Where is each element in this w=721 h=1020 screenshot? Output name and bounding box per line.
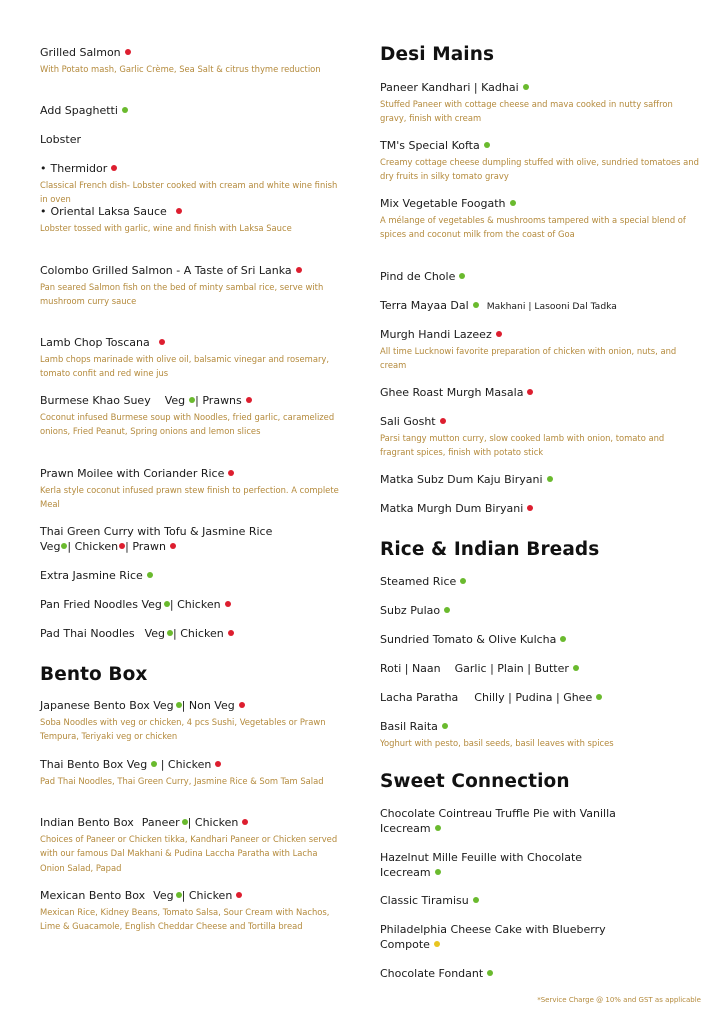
option-paneer: Paneer: [141, 816, 180, 829]
menu-item-roti-naan: [380, 662, 700, 677]
item-name: Extra Jasmine Rice: [40, 569, 143, 582]
veg-dot-icon: [164, 601, 170, 607]
item-name: Japanese Bento Box: [40, 699, 150, 712]
option-veg: Veg: [40, 539, 61, 553]
item-name: Steamed Rice: [380, 575, 457, 588]
menu-item-thai-green-curry: [40, 525, 340, 554]
separator: |: [195, 394, 199, 407]
menu-item-pad-thai-noodles: [40, 627, 340, 642]
menu-item-murgh-handi: [380, 328, 700, 373]
non-veg-dot-icon: [215, 761, 221, 767]
menu-item-mille-feuille: [380, 851, 700, 880]
menu-item-paneer-kandhari: [380, 81, 700, 126]
item-name: Sundried Tomato & Olive Kulcha: [380, 633, 557, 646]
item-description: Classical French dish- Lobster cooked with cream and white wine finish in oven: [40, 179, 338, 204]
menu-item-kulcha: [380, 633, 700, 648]
item-name: Basil Raita: [380, 720, 438, 733]
option-chicken: Chicken: [177, 598, 221, 611]
item-name: TM's Special Kofta: [380, 139, 480, 152]
option-veg: Veg: [144, 627, 165, 640]
separator: |: [160, 758, 165, 771]
non-veg-dot-icon: [111, 165, 117, 171]
veg-dot-icon: [547, 476, 553, 482]
option-veg: Veg: [153, 699, 174, 712]
non-veg-dot-icon: [170, 543, 176, 549]
non-veg-dot-icon: [527, 389, 533, 395]
veg-dot-icon: [473, 897, 479, 903]
service-charge-note: *Service Charge @ 10% and GST as applicable: [537, 996, 701, 1004]
item-description: Parsi tangy mutton curry, slow cooked lamb with onion, tomato and fragrant spices, finish with potato stick: [380, 432, 665, 457]
veg-dot-icon: [182, 819, 188, 825]
item-name: Mix Vegetable Foogath: [380, 197, 506, 210]
non-veg-dot-icon: [159, 339, 165, 345]
item-name: Matka Subz Dum Kaju Biryani: [380, 473, 543, 486]
item-name: Lobster: [40, 133, 81, 146]
item-description: Coconut infused Burmese soup with Noodles, fried garlic, caramelized onions, Fried Peanut, Spring onions and lemon slices: [40, 411, 335, 436]
menu-item-pan-fried-noodles: [40, 598, 340, 613]
item-name: Matka Murgh Dum Biryani: [380, 502, 524, 515]
separator: |: [187, 816, 192, 829]
item-description: Mexican Rice, Kidney Beans, Tomato Salsa, Sour Cream with Nachos, Lime & Guacamole, English Cheddar Cheese and Tortilla bread: [40, 906, 330, 931]
item-description: Kerla style coconut infused prawn stew finish to perfection. A complete Meal: [40, 484, 339, 509]
menu-item-lobster: [40, 133, 340, 148]
option-chicken: Chicken: [194, 816, 239, 829]
veg-dot-icon: [151, 761, 157, 767]
non-veg-dot-icon: [176, 208, 182, 214]
item-name: Thai Green Curry with Tofu & Jasmine Rice: [40, 525, 273, 538]
menu-item-terra-mayaa-dal: [380, 299, 700, 315]
item-description: Choices of Paneer or Chicken tikka, Kandhari Paneer or Chicken served with our famous Dal Makhani & Pudina Laccha Paratha with Lacha Onion Salad, Papad: [40, 833, 338, 873]
item-name: Pan Fried Noodles: [40, 598, 138, 611]
separator: |: [181, 889, 186, 902]
menu-item-colombo-salmon: [40, 264, 340, 309]
veg-dot-icon: [473, 302, 479, 308]
veg-dot-icon: [460, 578, 466, 584]
item-name: Subz Pulao: [380, 604, 441, 617]
item-variants: Makhani | Lasooni Dal Tadka: [486, 301, 617, 312]
non-veg-dot-icon: [225, 601, 231, 607]
menu-item-basil-raita: [380, 720, 700, 750]
option-chicken: Chicken: [167, 758, 212, 771]
item-description: Lobster tossed with garlic, wine and finish with Laksa Sauce: [40, 222, 292, 233]
item-description: All time Lucknowi favorite preparation of chicken with onion, nuts, and cream: [380, 345, 677, 370]
non-veg-dot-icon: [239, 702, 245, 708]
section-title-bento-box: Bento Box: [40, 664, 148, 685]
non-veg-dot-icon: [242, 819, 248, 825]
veg-dot-icon: [435, 825, 441, 831]
menu-item-mexican-bento: [40, 889, 340, 934]
menu-item-japanese-bento: [40, 699, 340, 744]
item-description: Stuffed Paneer with cottage cheese and mava cooked in nutty saffron gravy, finish with cream: [380, 98, 673, 123]
non-veg-dot-icon: [236, 892, 242, 898]
menu-item-thai-bento: [40, 758, 340, 788]
separator: |: [125, 539, 129, 553]
item-name: Lacha Paratha: [380, 691, 459, 704]
item-description: Pad Thai Noodles, Thai Green Curry, Jasmine Rice & Som Tam Salad: [40, 775, 324, 786]
option-prawn: Prawn: [132, 539, 167, 553]
item-name: Sali Gosht: [380, 415, 436, 428]
menu-item-pind-de-chole: [380, 270, 700, 285]
menu-item-khao-suey: [40, 394, 340, 439]
item-description: Pan seared Salmon fish on the bed of minty sambal rice, serve with mushroom curry sauce: [40, 281, 324, 306]
menu-item-subz-pulao: [380, 604, 700, 619]
option-non-veg: Non Veg: [188, 699, 235, 712]
menu-item-cointreau-pie: [380, 807, 700, 836]
separator: |: [173, 627, 177, 640]
item-description: Creamy cottage cheese dumpling stuffed with olive, sundried tomatoes and dry fruits in silky tomato gravy: [380, 156, 699, 181]
menu-item-steamed-rice: [380, 575, 700, 590]
item-name: Pind de Chole: [380, 270, 456, 283]
option-prawns: Prawns: [202, 394, 242, 407]
menu-item-cheesecake: [380, 923, 700, 952]
item-name: Paneer Kandhari | Kadhai: [380, 81, 519, 94]
item-name: Grilled Salmon: [40, 46, 121, 59]
option-chicken: Chicken: [180, 627, 224, 640]
menu-item-prawn-moilee: [40, 467, 340, 512]
menu-item-sali-gosht: [380, 415, 700, 460]
veg-dot-icon: [487, 970, 493, 976]
veg-dot-icon: [176, 892, 182, 898]
option-veg: Veg: [141, 598, 162, 611]
non-veg-dot-icon: [125, 49, 131, 55]
item-name: Roti | Naan: [380, 662, 441, 675]
menu-item-oriental-laksa: [40, 205, 340, 235]
veg-dot-icon: [510, 200, 516, 206]
menu-item-extra-jasmine-rice: [40, 569, 340, 584]
separator: |: [169, 598, 174, 611]
menu-item-lamb-chop: [40, 336, 340, 381]
non-veg-dot-icon: [246, 397, 252, 403]
item-name: Lamb Chop Toscana: [40, 336, 150, 349]
option-veg: Veg: [126, 758, 148, 771]
item-name: Mexican Bento Box: [40, 889, 146, 902]
item-variants: Chilly | Pudina | Ghee: [474, 691, 593, 704]
menu-item-lacha-paratha: [380, 691, 700, 706]
veg-dot-icon: [435, 869, 441, 875]
menu-item-subz-biryani: [380, 473, 700, 488]
item-description: Yoghurt with pesto, basil seeds, basil leaves with spices: [380, 737, 614, 748]
item-name: Chocolate Fondant: [380, 967, 484, 980]
non-veg-dot-icon: [228, 470, 234, 476]
non-veg-dot-icon: [296, 267, 302, 273]
item-description: With Potato mash, Garlic Crème, Sea Salt & citrus thyme reduction: [40, 63, 321, 74]
veg-dot-icon: [61, 543, 67, 549]
option-chicken: Chicken: [74, 539, 119, 553]
item-name: Add Spaghetti: [40, 104, 118, 117]
veg-dot-icon: [147, 572, 153, 578]
veg-dot-icon: [523, 84, 529, 90]
item-name: Philadelphia Cheese Cake with Blueberry Compote: [380, 923, 606, 951]
option-chicken: Chicken: [188, 889, 233, 902]
item-name: Thai Bento Box: [40, 758, 124, 771]
item-name: Hazelnut Mille Feuille with Chocolate Icecream: [380, 851, 583, 879]
non-veg-dot-icon: [527, 505, 533, 511]
menu-item-tm-kofta: [380, 139, 700, 184]
bullet: •: [40, 162, 47, 175]
menu-item-murgh-biryani: [380, 502, 700, 517]
item-description: Lamb chops marinade with olive oil, balsamic vinegar and rosemary, tomato confit and red wine jus: [40, 353, 330, 378]
menu-item-thermidor: [40, 162, 340, 207]
item-name: Pad Thai Noodles: [40, 627, 135, 640]
menu-item-ghee-roast: [380, 386, 700, 401]
veg-dot-icon: [442, 723, 448, 729]
veg-dot-icon: [484, 142, 490, 148]
non-veg-dot-icon: [228, 630, 234, 636]
item-name: Colombo Grilled Salmon - A Taste of Sri Lanka: [40, 264, 292, 277]
item-name: Ghee Roast Murgh Masala: [380, 386, 524, 399]
veg-dot-icon: [459, 273, 465, 279]
item-name: Murgh Handi Lazeez: [380, 328, 492, 341]
item-description: Soba Noodles with veg or chicken, 4 pcs Sushi, Vegetables or Prawn Tempura, Teriyaki veg or chicken: [40, 716, 326, 741]
item-name: Prawn Moilee with Coriander Rice: [40, 467, 225, 480]
menu-item-chocolate-fondant: [380, 967, 700, 982]
item-variants: Garlic | Plain | Butter: [454, 662, 569, 675]
veg-dot-icon: [573, 665, 579, 671]
item-description: A mélange of vegetables & mushrooms tampered with a special blend of spices and coconut milk from the coast of Goa: [380, 214, 686, 239]
separator: |: [181, 699, 186, 712]
non-veg-dot-icon: [496, 331, 502, 337]
veg-dot-icon: [176, 702, 182, 708]
non-veg-dot-icon: [119, 543, 125, 549]
bullet: •: [40, 205, 47, 218]
egg-dot-icon: [434, 941, 440, 947]
menu-item-indian-bento: [40, 816, 340, 875]
menu-item-foogath: [380, 197, 700, 242]
item-name: Thermidor: [50, 162, 108, 175]
item-name: Classic Tiramisu: [380, 894, 469, 907]
section-title-sweet-connection: Sweet Connection: [380, 771, 570, 792]
veg-dot-icon: [167, 630, 173, 636]
veg-dot-icon: [596, 694, 602, 700]
section-title-desi-mains: Desi Mains: [380, 44, 495, 65]
veg-dot-icon: [122, 107, 128, 113]
item-name: Oriental Laksa Sauce: [50, 205, 167, 218]
veg-dot-icon: [560, 636, 566, 642]
option-veg: Veg: [153, 889, 174, 902]
menu-item-add-spaghetti: [40, 104, 340, 119]
section-title-rice-breads: Rice & Indian Breads: [380, 539, 600, 560]
menu-item-grilled-salmon: [40, 46, 340, 76]
separator: |: [67, 539, 72, 553]
menu-item-tiramisu: [380, 894, 700, 909]
item-name: Terra Mayaa Dal: [380, 299, 469, 312]
non-veg-dot-icon: [440, 418, 446, 424]
item-name: Indian Bento Box: [40, 816, 134, 829]
veg-dot-icon: [444, 607, 450, 613]
item-name: Burmese Khao Suey: [40, 394, 151, 407]
item-name: Chocolate Cointreau Truffle Pie with Vanilla Icecream: [380, 807, 616, 835]
option-veg: Veg: [164, 394, 186, 407]
